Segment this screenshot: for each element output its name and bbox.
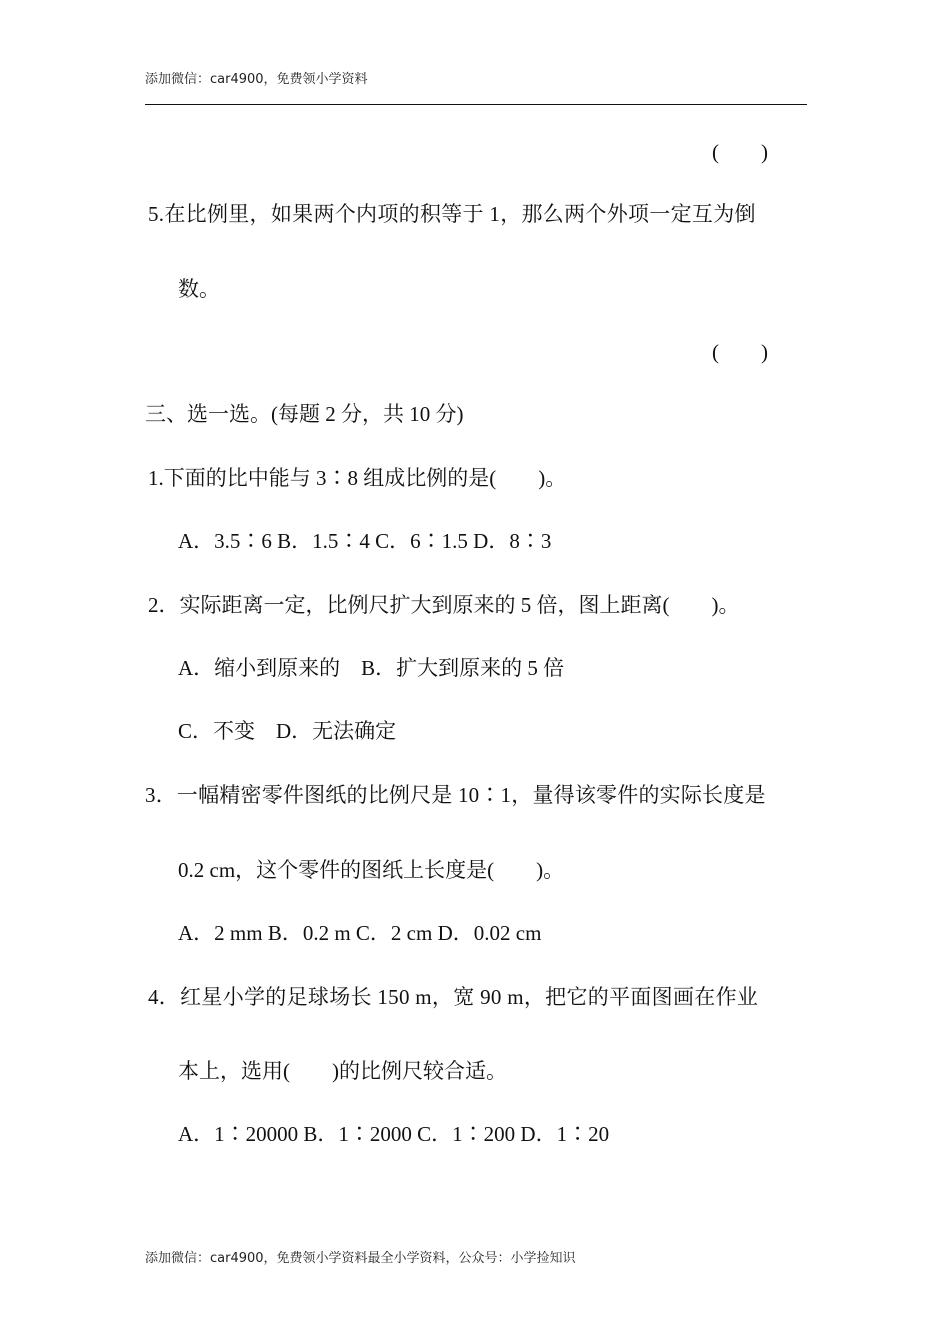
header-divider [145, 104, 807, 105]
question-5-line-1: 5.在比例里，如果两个内项的积等于 1，那么两个外项一定互为倒 [148, 202, 756, 226]
choice-question-3-stem-line-1: 3．一幅精密零件图纸的比例尺是 10∶1，量得该零件的实际长度是 [145, 783, 766, 807]
header-watermark-text: 添加微信：car4900，免费领小学资料 [145, 72, 368, 87]
choice-question-3-options: A．2 mm B．0.2 m C．2 cm D．0.02 cm [178, 921, 542, 945]
choice-question-3-stem-line-2: 0.2 cm，这个零件的图纸上长度是( )。 [178, 858, 565, 882]
answer-blank-1: ( ) [712, 140, 768, 164]
footer-watermark-text: 添加微信：car4900，免费领小学资料最全小学资料，公众号：小学捡知识 [145, 1251, 576, 1266]
section-3-heading: 三、选一选。(每题 2 分，共 10 分) [145, 402, 464, 426]
choice-question-1-options: A．3.5∶6 B．1.5∶4 C．6∶1.5 D．8∶3 [178, 529, 552, 553]
choice-question-1-stem: 1.下面的比中能与 3∶8 组成比例的是( )。 [148, 466, 567, 490]
choice-question-4-options: A．1∶20000 B．1∶2000 C．1∶200 D．1∶20 [178, 1122, 610, 1146]
question-5-line-2: 数。 [178, 277, 220, 301]
choice-question-4-stem-line-2: 本上，选用( )的比例尺较合适。 [178, 1059, 507, 1083]
choice-question-4-stem-line-1: 4．红星小学的足球场长 150 m，宽 90 m，把它的平面图画在作业 [148, 985, 759, 1009]
choice-question-2-stem: 2．实际距离一定，比例尺扩大到原来的 5 倍，图上距离( )。 [148, 593, 740, 617]
choice-question-2-options-line-1: A．缩小到原来的 B．扩大到原来的 5 倍 [178, 656, 565, 680]
answer-blank-2: ( ) [712, 340, 768, 364]
choice-question-2-options-line-2: C．不变 D．无法确定 [178, 719, 397, 743]
